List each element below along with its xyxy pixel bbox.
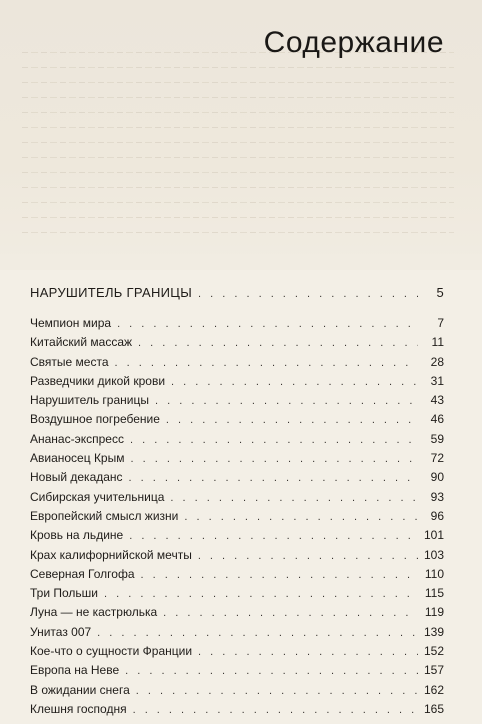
toc-entry[interactable] [30,470,444,489]
toc-entry[interactable] [30,586,444,605]
toc-entry-title: Клешня господня [30,701,127,716]
toc-entry-list [30,316,444,721]
dot-leader [163,607,418,619]
dot-leader [117,318,418,330]
dot-leader [104,588,418,600]
toc-entry-title: Новый декаданс [30,470,123,485]
toc-entry[interactable] [30,625,444,644]
toc-entry-page: 90 [430,470,444,485]
toc-entry[interactable] [30,567,444,586]
show-through-line [22,67,454,68]
toc-entry-title: Луна — не кастрюлька [30,605,158,620]
dot-leader [166,414,418,426]
toc-entry[interactable] [30,374,444,393]
toc-entry[interactable] [30,316,444,335]
toc-entry[interactable] [30,509,444,528]
toc-entry[interactable] [30,683,444,702]
toc-entry-title: Три Польши [30,586,98,601]
toc-entry-page: 59 [430,431,444,446]
show-through-line [22,187,454,188]
toc-entry-title: Ананас-экспресс [30,431,124,446]
toc-entry-page: 93 [430,489,444,504]
toc-entry-title: Разведчики дикой крови [30,373,166,388]
toc-entry[interactable] [30,528,444,547]
toc-entry-page: 31 [430,373,444,388]
toc-entry[interactable] [30,451,444,470]
toc-entry[interactable] [30,335,444,354]
show-through-lines [22,52,454,247]
show-through-line [22,127,454,128]
show-through-line [22,217,454,218]
toc-entry-page: 101 [423,528,444,543]
toc-entry-page: 152 [423,644,444,659]
toc-entry-title: Северная Голгофа [30,566,135,581]
toc-entry-title: Чемпион мира [30,316,112,330]
toc-entry-title: Китайский массаж [30,335,133,350]
dot-leader [130,434,418,446]
dot-leader [171,376,418,388]
dot-leader [133,704,418,716]
dot-leader [129,530,418,542]
dot-leader [198,550,418,562]
show-through-line [22,142,454,143]
toc-entry-page: 96 [430,508,444,523]
show-through-line [22,232,454,233]
show-through-line [22,82,454,83]
show-through-line [22,157,454,158]
toc-part-page: 5 [436,285,444,300]
toc-entry-title: Авианосец Крым [30,451,125,466]
toc-entry-page: 46 [430,412,444,427]
toc-entry[interactable] [30,605,444,624]
toc-entry-title: Воздушное погребение [30,412,160,427]
dot-leader [97,627,418,639]
toc-entry-page: 119 [424,605,444,620]
table-of-contents [30,285,444,721]
toc-entry-title: В ожидании снега [30,682,130,697]
toc-entry-title: Европейский смысл жизни [30,508,179,523]
toc-entry-page: 110 [424,566,444,581]
show-through-line [22,97,454,98]
toc-entry[interactable] [30,663,444,682]
toc-entry[interactable] [30,412,444,431]
dot-leader [141,569,418,581]
toc-entry-page: 72 [430,451,444,466]
toc-entry-title: Нарушитель границы [30,393,149,408]
toc-entry[interactable] [30,702,444,721]
toc-entry-page: 139 [423,624,444,639]
toc-entry-page: 165 [423,701,444,716]
dot-leader [115,357,419,369]
toc-entry-page: 115 [424,586,444,601]
toc-entry[interactable] [30,432,444,451]
toc-entry-title: Унитаз 007 [30,624,92,639]
dot-leader [136,685,418,697]
toc-entry-page: 28 [430,354,444,369]
toc-entry[interactable] [30,393,444,412]
toc-entry-page: 103 [423,547,444,562]
dot-leader [198,646,418,658]
toc-part-title: НАРУШИТЕЛЬ ГРАНИЦЫ [30,285,193,300]
toc-entry-page: 11 [431,335,444,350]
show-through-line [22,112,454,113]
dot-leader [155,395,418,407]
toc-entry-title: Кровь на льдине [30,528,124,543]
toc-entry-title: Крах калифорнийской мечты [30,547,192,562]
show-through-line [22,202,454,203]
dot-leader [129,472,418,484]
toc-entry[interactable] [30,548,444,567]
toc-entry[interactable] [30,490,444,509]
toc-entry-title: Европа на Неве [30,663,120,678]
toc-entry-title: Сибирская учительница [30,489,165,504]
page-title: Содержание [263,26,444,59]
dot-leader [170,492,418,504]
dot-leader [130,453,418,465]
dot-leader [138,337,418,349]
dot-leader [198,288,418,300]
toc-part-heading[interactable] [30,285,444,305]
dot-leader [184,511,418,523]
show-through-line [22,172,454,173]
toc-entry[interactable] [30,355,444,374]
toc-entry-page: 43 [430,393,444,408]
toc-entry-title: Святые места [30,354,109,369]
toc-entry-title: Кое-что о сущности Франции [30,644,193,659]
toc-entry-page: 7 [437,316,444,330]
toc-entry-page: 162 [423,682,444,697]
toc-entry[interactable] [30,644,444,663]
dot-leader [125,665,418,677]
toc-entry-page: 157 [423,663,444,678]
